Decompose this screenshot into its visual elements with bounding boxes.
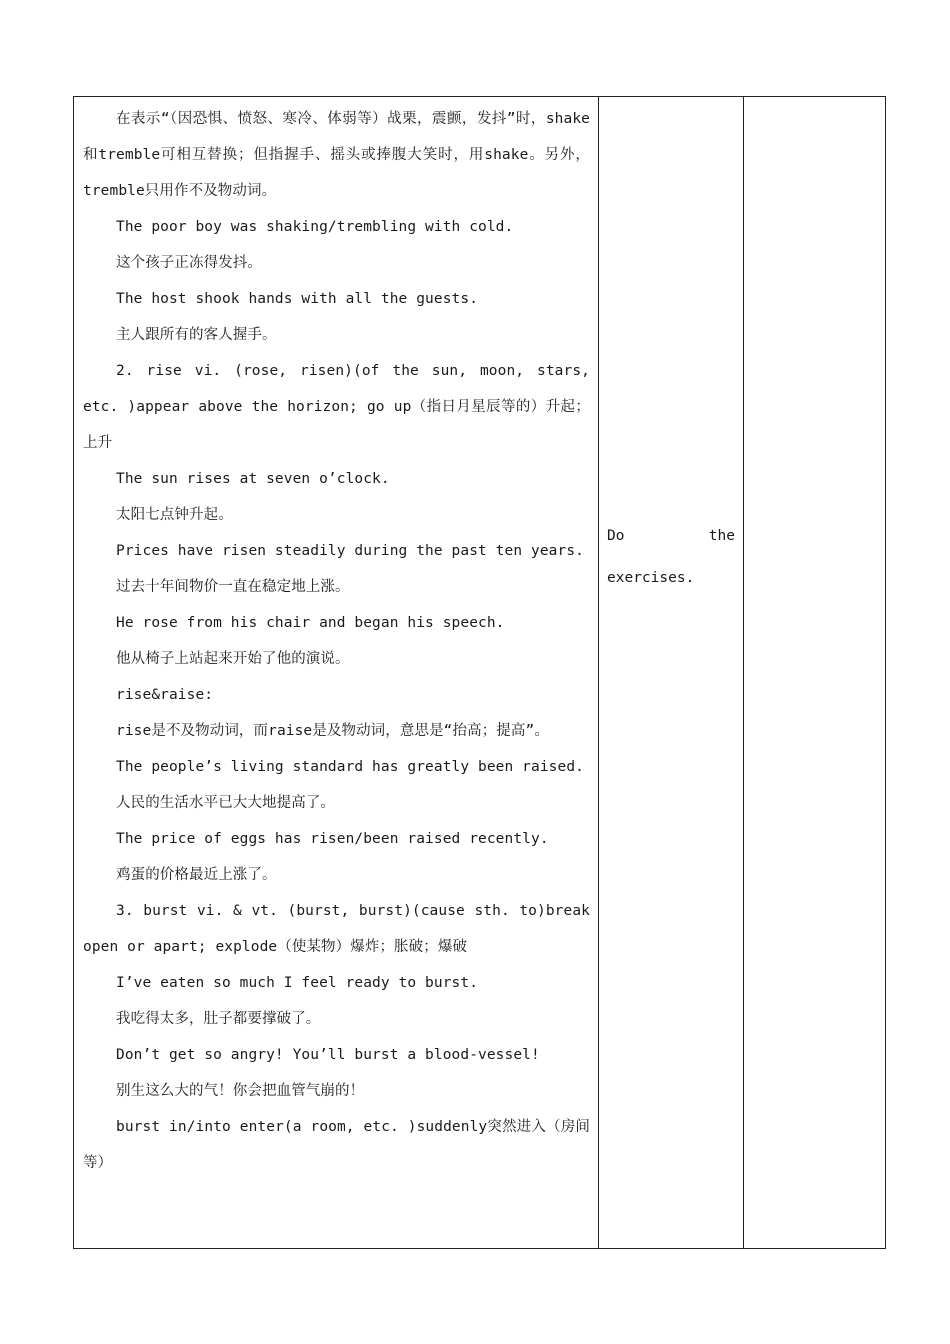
paragraph: The sun rises at seven o’clock. — [116, 471, 390, 487]
notes-column — [744, 97, 885, 1248]
paragraph: 别生这么大的气！你会把血管气崩的！ — [116, 1083, 365, 1099]
paragraph: 他从椅子上站起来开始了他的演说。 — [116, 651, 350, 667]
paragraph: 3. burst vi. & vt. (burst, burst)(cause sth. to)break open or apart; explode（使某物）爆炸；胀破；爆破 — [83, 903, 590, 955]
activity-line: exercises. — [607, 570, 695, 586]
content-table — [73, 96, 886, 1249]
paragraph: 我吃得太多，肚子都要撑破了。 — [116, 1011, 321, 1027]
paragraph: He rose from his chair and began his speech. — [116, 615, 505, 631]
paragraph: 鸡蛋的价格最近上涨了。 — [116, 867, 277, 883]
paragraph: The price of eggs has risen/been raised recently. — [116, 831, 549, 847]
paragraph: Don’t get so angry! You’ll burst a blood-vessel! — [116, 1047, 540, 1063]
paragraph: 主人跟所有的客人握手。 — [116, 327, 277, 343]
activity-text — [607, 515, 735, 599]
paragraph: rise&raise: — [116, 687, 214, 703]
paragraph: 这个孩子正冻得发抖。 — [116, 255, 262, 271]
paragraph: burst in/into enter(a room, etc. )suddenly突然进入（房间等） — [83, 1119, 590, 1171]
activity-line: Do the — [607, 528, 735, 544]
paragraph: 太阳七点钟升起。 — [116, 507, 233, 523]
lesson-content-column — [74, 97, 598, 1248]
paragraph: 在表示“（因恐惧、愤怒、寒冷、体弱等）战栗，震颤，发抖”时，shake和tremble可相互替换；但指握手、摇头或捧腹大笑时，用shake。另外，tremble只用作不及物动词。 — [83, 111, 590, 199]
paragraph: 2. rise vi. (rose, risen)(of the sun, moon, stars, etc. )appear above the horizon; go up（指日月星辰等的）升起；上升 — [83, 363, 590, 451]
paragraph: The host shook hands with all the guests. — [116, 291, 479, 307]
paragraph: I’ve eaten so much I feel ready to burst. — [116, 975, 479, 991]
paragraph: The poor boy was shaking/trembling with cold. — [116, 219, 514, 235]
paragraph: Prices have risen steadily during the past ten years. — [116, 543, 584, 559]
paragraph: 人民的生活水平已大大地提高了。 — [116, 795, 335, 811]
paragraph: rise是不及物动词，而raise是及物动词，意思是“抬高；提高”。 — [116, 723, 549, 739]
paragraph: The people’s living standard has greatly been raised. — [116, 759, 584, 775]
paragraph: 过去十年间物价一直在稳定地上涨。 — [116, 579, 350, 595]
student-activity-column — [599, 97, 743, 1248]
